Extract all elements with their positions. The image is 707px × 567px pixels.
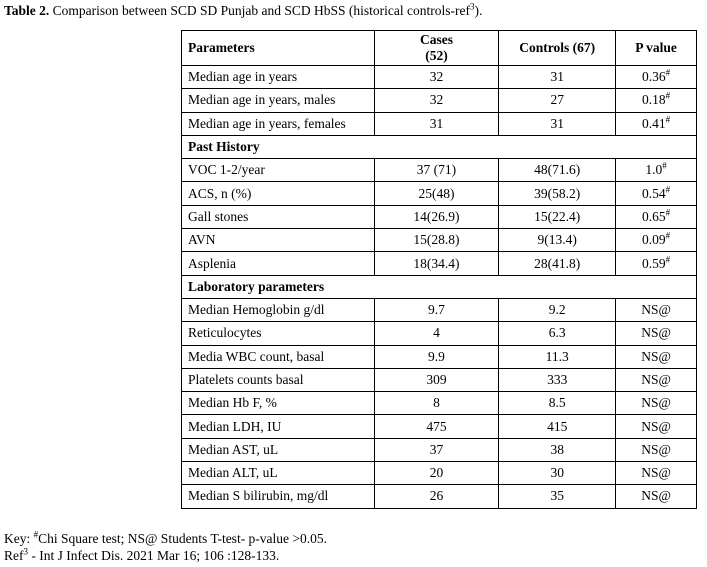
table-row — [182, 322, 697, 345]
controls-value: 27 — [499, 89, 616, 112]
p-value: 0.54 — [642, 185, 666, 201]
cases-value: 31 — [374, 112, 499, 135]
controls-value: 39(58.2) — [499, 182, 616, 205]
p-value-cell — [616, 205, 697, 228]
p-value-sup: # — [665, 207, 671, 218]
cases-value: 309 — [374, 368, 499, 391]
row-label: Gall stones — [182, 205, 375, 228]
header-cases-line2: (52) — [425, 48, 448, 63]
p-value: 0.59 — [642, 255, 666, 271]
table-row — [182, 298, 697, 321]
row-label: Median AST, uL — [182, 438, 375, 461]
ref-sup: 3 — [23, 546, 28, 557]
section-past-history — [182, 135, 697, 158]
p-value: NS@ — [641, 325, 671, 341]
p-value: NS@ — [641, 302, 671, 318]
p-value: 0.65 — [642, 208, 666, 224]
p-value-cell — [616, 392, 697, 415]
controls-value: 48(71.6) — [499, 159, 616, 182]
p-value: NS@ — [641, 418, 671, 434]
table-row — [182, 182, 697, 205]
p-value: 1.0 — [645, 162, 663, 178]
row-label: AVN — [182, 229, 375, 252]
ref-prefix: Ref — [4, 548, 24, 563]
cases-value: 25(48) — [374, 182, 499, 205]
caption-tail: ). — [474, 3, 483, 18]
row-label: VOC 1-2/year — [182, 159, 375, 182]
row-label: Median ALT, uL — [182, 462, 375, 485]
key-text: Chi Square test; NS@ Students T-test- p-value >0.05. — [38, 531, 328, 546]
cases-value: 26 — [374, 485, 499, 508]
p-value-cell — [616, 112, 697, 135]
controls-value: 11.3 — [499, 345, 616, 368]
p-value-sup: # — [665, 90, 671, 101]
table-row — [182, 252, 697, 275]
controls-value: 31 — [499, 112, 616, 135]
cases-value: 9.7 — [374, 298, 499, 321]
controls-value: 9.2 — [499, 298, 616, 321]
row-label: Reticulocytes — [182, 322, 375, 345]
controls-value: 38 — [499, 438, 616, 461]
p-value-cell — [616, 462, 697, 485]
row-label: Median Hemoglobin g/dl — [182, 298, 375, 321]
row-label: Median age in years — [182, 66, 375, 89]
controls-value: 31 — [499, 66, 616, 89]
p-value: NS@ — [641, 348, 671, 364]
controls-value: 8.5 — [499, 392, 616, 415]
table-reference — [4, 547, 279, 564]
cases-value: 32 — [374, 66, 499, 89]
section-past-history-label: Past History — [182, 135, 697, 158]
table-row — [182, 89, 697, 112]
controls-value: 9(13.4) — [499, 229, 616, 252]
row-label: Asplenia — [182, 252, 375, 275]
p-value-cell — [616, 485, 697, 508]
row-label: Median Hb F, % — [182, 392, 375, 415]
p-value-cell — [616, 368, 697, 391]
p-value-cell — [616, 322, 697, 345]
p-value-cell — [616, 252, 697, 275]
cases-value: 32 — [374, 89, 499, 112]
table-row — [182, 66, 697, 89]
caption-text: Comparison between SCD SD Punjab and SCD HbSS (historical controls-ref — [49, 3, 470, 18]
p-value: NS@ — [641, 372, 671, 387]
p-value-cell — [616, 438, 697, 461]
controls-value: 30 — [499, 462, 616, 485]
cases-value: 9.9 — [374, 345, 499, 368]
key-prefix: Key: — [4, 531, 34, 546]
p-value-sup: # — [665, 67, 671, 78]
table-row — [182, 205, 697, 228]
table-row — [182, 415, 697, 438]
cases-value: 37 (71) — [374, 159, 499, 182]
table-row — [182, 485, 697, 508]
key-sup: # — [33, 529, 39, 540]
p-value-cell — [616, 415, 697, 438]
controls-value: 15(22.4) — [499, 205, 616, 228]
p-value-sup: # — [662, 160, 667, 171]
row-label: ACS, n (%) — [182, 182, 375, 205]
ref-text: - Int J Infect Dis. 2021 Mar 16; 106 :128-133. — [28, 548, 280, 563]
table-row — [182, 112, 697, 135]
controls-value: 415 — [499, 415, 616, 438]
p-value-cell — [616, 66, 697, 89]
controls-value: 28(41.8) — [499, 252, 616, 275]
row-label: Platelets counts basal — [182, 368, 375, 391]
header-cases-line1: Cases — [419, 32, 453, 47]
table-row — [182, 392, 697, 415]
controls-value: 333 — [499, 368, 616, 391]
p-value: 0.36 — [642, 69, 666, 85]
table-key — [4, 530, 327, 547]
header-cases — [374, 31, 499, 66]
controls-value: 6.3 — [499, 322, 616, 345]
p-value-cell — [616, 182, 697, 205]
header-row — [182, 31, 697, 66]
header-parameters: Parameters — [182, 31, 375, 66]
cases-value: 8 — [374, 392, 499, 415]
cases-value: 4 — [374, 322, 499, 345]
p-value-cell — [616, 229, 697, 252]
caption-ref-sup: 3 — [470, 1, 475, 12]
section-laboratory — [182, 275, 697, 298]
p-value-sup: # — [665, 114, 671, 125]
p-value: NS@ — [641, 465, 671, 481]
p-value: 0.09 — [642, 232, 666, 248]
p-value-sup: # — [665, 254, 671, 265]
p-value-cell — [616, 159, 697, 182]
header-controls: Controls (67) — [499, 31, 616, 66]
comparison-table — [181, 30, 697, 509]
cases-value: 15(28.8) — [374, 229, 499, 252]
p-value: 0.41 — [642, 115, 666, 131]
p-value-sup: # — [665, 184, 671, 195]
p-value-cell — [616, 89, 697, 112]
row-label: Media WBC count, basal — [182, 345, 375, 368]
row-label: Median LDH, IU — [182, 415, 375, 438]
p-value: NS@ — [641, 395, 671, 411]
p-value: 0.18 — [642, 92, 666, 108]
header-pvalue: P value — [616, 31, 697, 66]
p-value-cell — [616, 345, 697, 368]
table-row — [182, 462, 697, 485]
p-value: NS@ — [641, 488, 671, 504]
table-caption — [4, 2, 482, 20]
cases-value: 18(34.4) — [374, 252, 499, 275]
table-row — [182, 438, 697, 461]
cases-value: 37 — [374, 438, 499, 461]
cases-value: 20 — [374, 462, 499, 485]
row-label: Median age in years, females — [182, 112, 375, 135]
section-laboratory-label: Laboratory parameters — [182, 275, 697, 298]
cases-value: 475 — [374, 415, 499, 438]
table-row — [182, 345, 697, 368]
table-row — [182, 229, 697, 252]
table-row — [182, 368, 697, 391]
table-row — [182, 159, 697, 182]
p-value-cell — [616, 298, 697, 321]
p-value: NS@ — [641, 441, 671, 457]
controls-value: 35 — [499, 485, 616, 508]
cases-value: 14(26.9) — [374, 205, 499, 228]
row-label: Median age in years, males — [182, 89, 375, 112]
caption-label: Table 2. — [4, 3, 50, 18]
p-value-sup: # — [665, 230, 671, 241]
row-label: Median S bilirubin, mg/dl — [182, 485, 375, 508]
